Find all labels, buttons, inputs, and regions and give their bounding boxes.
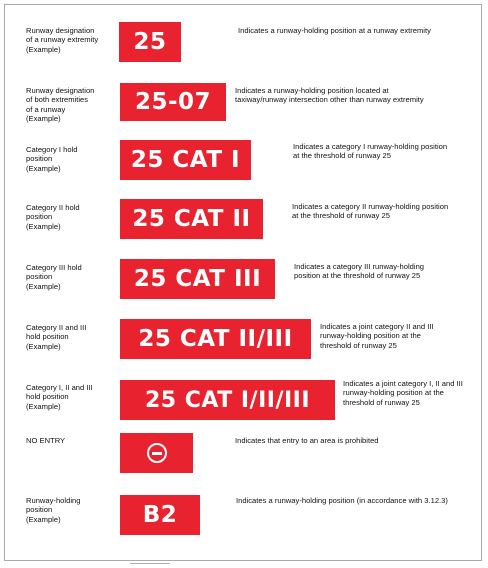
sign-both-extremities: 25-07 [120,83,226,121]
label-cat-i: Category I hold position (Example) [26,145,78,173]
sign-runway-designation: 25 [119,22,181,62]
sign-cat-i: 25 CAT I [120,140,251,180]
description-runway-extremity: Indicates a runway-holding position at a runway extremity [238,26,431,35]
description-no-entry: Indicates that entry to an area is prohibited [235,436,379,445]
description-cat-ii: Indicates a category II runway-holding position at the threshold of runway 25 [292,202,449,221]
no-entry-icon [147,443,167,463]
description-cat-ii-iii: Indicates a joint category II and III runway-holding position at the threshold of runway 25 [320,322,434,350]
description-cat-iii: Indicates a category III runway-holding position at the threshold of runway 25 [294,262,425,281]
sign-cat-i-ii-iii: 25 CAT I/II/III [120,380,335,420]
label-cat-i-ii-iii: Category I, II and III hold position (Example) [26,383,93,411]
description-cat-i-ii-iii: Indicates a joint category I, II and III runway-holding position at the threshold of runway 25 [343,379,463,407]
sign-cat-ii-iii: 25 CAT II/III [120,319,311,359]
description-runway-holding: Indicates a runway-holding position (in accordance with 3.12.3) [236,496,448,505]
label-no-entry: NO ENTRY [26,436,66,445]
label-cat-ii: Category II hold position (Example) [26,203,80,231]
sign-cat-iii: 25 CAT III [120,259,275,299]
label-runway-extremity: Runway designation of a runway extremity (Example) [26,26,99,54]
footer-divider [130,563,170,564]
description-both-extremities: Indicates a runway-holding position located at taxiway/runway intersection other than runway extremity [235,86,424,105]
label-cat-iii: Category III hold position (Example) [26,263,82,291]
description-cat-i: Indicates a category I runway-holding position at the threshold of runway 25 [293,142,448,161]
label-cat-ii-iii: Category II and III hold position (Example) [26,323,87,351]
label-both-extremities: Runway designation of both extremities of a runway (Example) [26,86,95,124]
sign-cat-ii: 25 CAT II [120,199,263,239]
sign-b2: B2 [120,495,200,535]
sign-no-entry [120,433,193,473]
label-runway-holding: Runway-holding position (Example) [26,496,81,524]
